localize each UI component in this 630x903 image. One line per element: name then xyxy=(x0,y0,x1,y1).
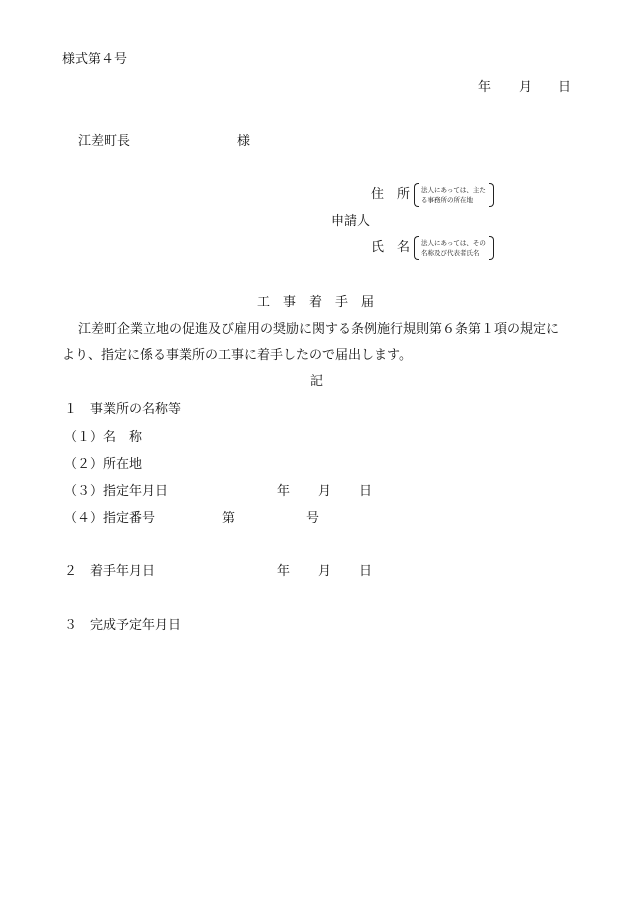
sub-item-location: （２）所在地 xyxy=(64,457,143,472)
name-note-line-1: 法人にあっては、その xyxy=(421,239,486,247)
name-note xyxy=(417,236,491,260)
sub-item-designation-number: （４）指定番号 xyxy=(64,511,156,526)
designation-number-go: 号 xyxy=(306,511,320,526)
start-day: 日 xyxy=(359,564,373,579)
address-label: 住 所 xyxy=(371,187,411,202)
header-day: 日 xyxy=(558,80,572,95)
item-1: １ 事業所の名称等 xyxy=(64,402,182,417)
name-note-line-2: 名称及び代表者氏名 xyxy=(421,249,480,257)
start-year: 年 xyxy=(277,564,291,579)
addressee-name: 江差町長 xyxy=(78,134,131,149)
address-note xyxy=(417,183,491,207)
header-month: 月 xyxy=(519,80,533,95)
name-label: 氏 名 xyxy=(371,240,411,255)
form-number: 様式第４号 xyxy=(62,52,128,67)
designation-month: 月 xyxy=(318,484,332,499)
header-year: 年 xyxy=(478,80,492,95)
item-2: ２ 着手年月日 xyxy=(64,564,156,579)
start-month: 月 xyxy=(318,564,332,579)
body-line-2: より、指定に係る事業所の工事に着手したので届出します。 xyxy=(62,348,412,363)
applicant-label: 申請人 xyxy=(331,214,371,229)
sub-item-designation-date: （３）指定年月日 xyxy=(64,484,169,499)
document-title: 工 事 着 手 届 xyxy=(257,295,375,310)
ki-heading: 記 xyxy=(310,374,324,389)
body-line-1: 江差町企業立地の促進及び雇用の奨励に関する条例施行規則第６条第１項の規定に xyxy=(78,322,560,337)
addressee-honorific: 様 xyxy=(237,134,251,149)
sub-item-name: （１）名 称 xyxy=(64,430,143,445)
designation-year: 年 xyxy=(277,484,291,499)
address-note-line-2: る事務所の所在地 xyxy=(421,196,473,204)
designation-day: 日 xyxy=(359,484,373,499)
item-3: ３ 完成予定年月日 xyxy=(64,618,182,633)
designation-number-dai: 第 xyxy=(222,511,236,526)
address-note-line-1: 法人にあっては、主た xyxy=(421,186,486,194)
